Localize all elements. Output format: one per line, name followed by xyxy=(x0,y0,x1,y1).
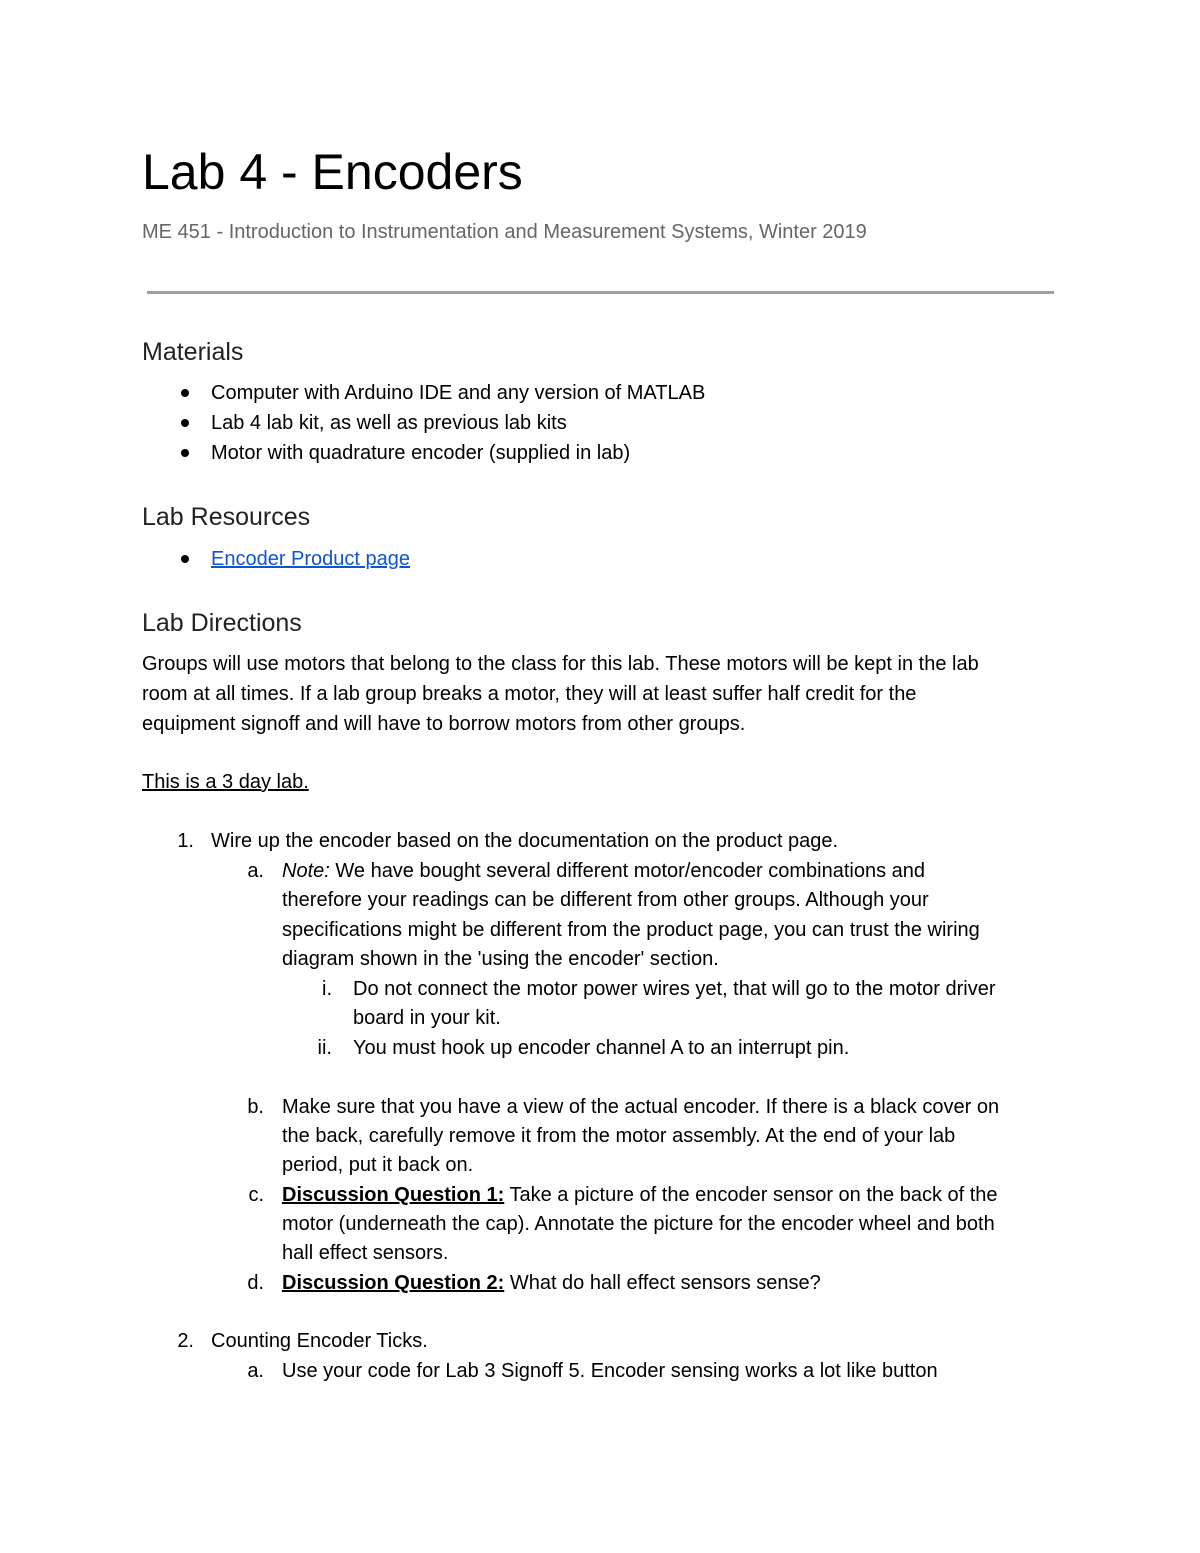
list-item: Computer with Arduino IDE and any version of MATLAB xyxy=(211,382,706,404)
step-text: Counting Encoder Ticks. xyxy=(211,1330,428,1352)
bullet-icon xyxy=(181,389,189,397)
subsubstep-line: Do not connect the motor power wires yet, that will go to the motor driver xyxy=(353,978,996,1000)
bullet-icon xyxy=(181,555,189,563)
substep-text: We have bought several different motor/encoder combinations and xyxy=(329,860,925,882)
list-item: Lab 4 lab kit, as well as previous lab kits xyxy=(211,412,567,434)
paragraph-line: room at all times. If a lab group breaks a motor, they will at least suffer half credit for the xyxy=(142,683,917,705)
list-marker: 1. xyxy=(177,830,194,852)
list-marker: c. xyxy=(248,1184,264,1206)
paragraph-line: equipment signoff and will have to borrow motors from other groups. xyxy=(142,713,746,735)
note-label: Note: xyxy=(282,860,330,882)
list-marker: ii. xyxy=(317,1037,332,1059)
directions-heading: Lab Directions xyxy=(142,609,302,637)
substep-line: diagram shown in the 'using the encoder' section. xyxy=(282,948,719,970)
substep-text: What do hall effect sensors sense? xyxy=(504,1272,821,1294)
step-text: Wire up the encoder based on the documentation on the product page. xyxy=(211,830,839,852)
substep-line: Make sure that you have a view of the actual encoder. If there is a black cover on xyxy=(282,1096,1000,1118)
lab-duration: This is a 3 day lab. xyxy=(142,771,309,793)
substep-text: Take a picture of the encoder sensor on the back of the xyxy=(504,1184,998,1206)
list-marker: i. xyxy=(322,978,332,1000)
bullet-icon xyxy=(181,419,189,427)
paragraph-line: Groups will use motors that belong to the class for this lab. These motors will be kept in the lab xyxy=(142,653,979,675)
list-marker: b. xyxy=(247,1096,264,1118)
list-marker: 2. xyxy=(177,1330,194,1352)
list-item: Motor with quadrature encoder (supplied in lab) xyxy=(211,442,631,464)
document-subtitle: ME 451 - Introduction to Instrumentation and Measurement Systems, Winter 2019 xyxy=(142,221,867,243)
substep-line xyxy=(282,1182,998,1208)
encoder-product-page-link[interactable]: Encoder Product page xyxy=(211,548,411,570)
substep-line: period, put it back on. xyxy=(282,1154,474,1176)
substep-line: therefore your readings can be different from other groups. Although your xyxy=(282,889,929,911)
document-title: Lab 4 - Encoders xyxy=(142,144,523,200)
bullet-icon xyxy=(181,449,189,457)
substep-line: the back, carefully remove it from the motor assembly. At the end of your lab xyxy=(282,1125,956,1147)
list-marker: a. xyxy=(247,860,264,882)
subsubstep-line: You must hook up encoder channel A to an interrupt pin. xyxy=(353,1037,850,1059)
list-marker: d. xyxy=(247,1272,264,1294)
materials-heading: Materials xyxy=(142,338,244,366)
discussion-question-label: Discussion Question 1: xyxy=(282,1184,505,1206)
substep-line: motor (underneath the cap). Annotate the picture for the encoder wheel and both xyxy=(282,1213,995,1235)
subsubstep-line: board in your kit. xyxy=(353,1007,501,1029)
substep-line xyxy=(282,858,925,884)
substep-line: hall effect sensors. xyxy=(282,1242,449,1264)
substep-line: specifications might be different from the product page, you can trust the wiring xyxy=(282,919,980,941)
substep-line xyxy=(282,1270,821,1296)
list-marker: a. xyxy=(247,1360,264,1382)
resources-heading: Lab Resources xyxy=(142,503,311,531)
substep-line: Use your code for Lab 3 Signoff 5. Encoder sensing works a lot like button xyxy=(282,1360,938,1382)
horizontal-rule xyxy=(147,291,1054,294)
discussion-question-label: Discussion Question 2: xyxy=(282,1272,505,1294)
